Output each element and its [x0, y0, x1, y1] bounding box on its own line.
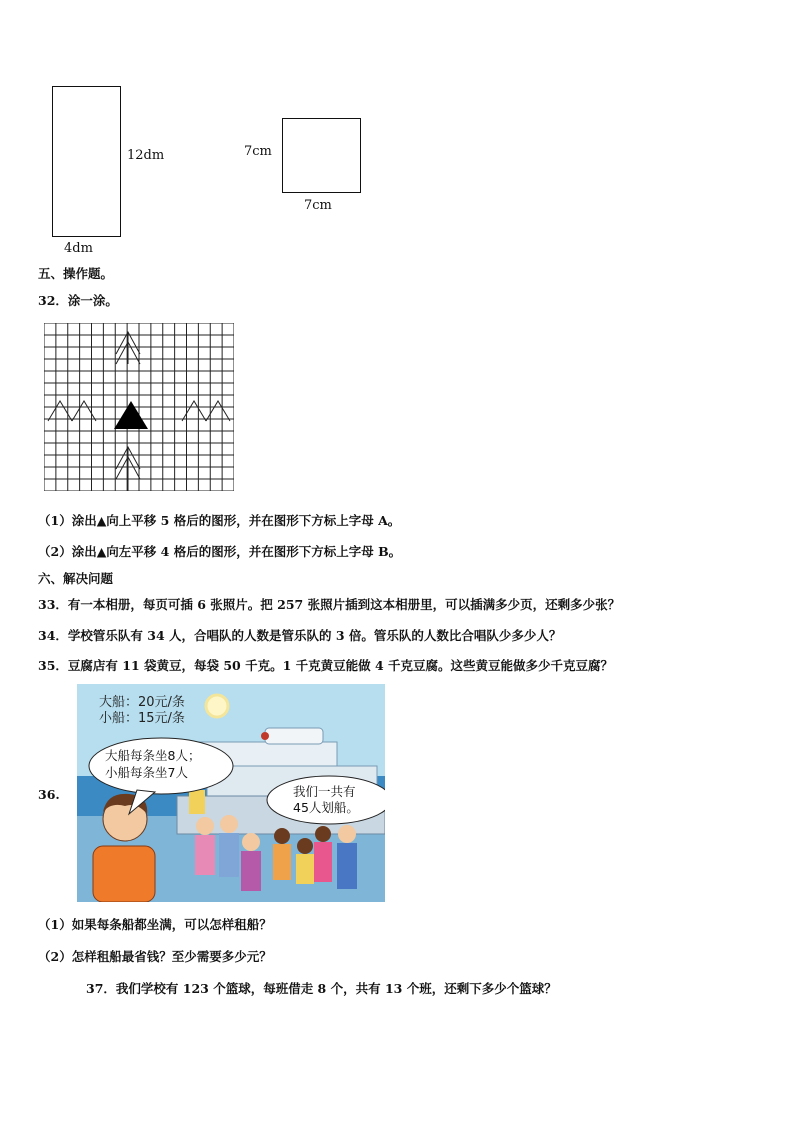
small-boat-price: 小船：15元/条 [99, 711, 185, 726]
question-36-part-2: （2）怎样租船最省钱？至少需要多少元？ [38, 949, 272, 964]
rectangle-width-label: 4dm [64, 241, 93, 256]
question-32-part-2: （2）涂出▲向左平移 4 格后的图形，并在图形下方标上字母 B。 [38, 544, 402, 559]
capacity-line-2: 小船每条坐7人 [105, 765, 188, 780]
arrow-decoration-right [182, 401, 230, 421]
square-side-label-bottom: 7cm [304, 198, 332, 213]
total-line-1: 我们一共有 [293, 784, 356, 799]
translation-grid [44, 323, 234, 491]
total-line-2: 45人划船。 [293, 800, 359, 815]
question-34: 34．学校管乐队有 34 人，合唱队的人数是管乐队的 3 倍。管乐队的人数比合唱队少多少人？ [38, 628, 562, 643]
rectangle-height-label: 12dm [127, 148, 165, 163]
grid-svg [44, 323, 234, 491]
question-33: 33．有一本相册，每页可插 6 张照片。把 257 张照片插到这本相册里，可以插满多少页，还剩多少张？ [38, 597, 621, 612]
question-36-label: 36. [38, 787, 60, 802]
question-36-part-1: （1）如果每条船都坐满，可以怎样租船？ [38, 917, 272, 932]
black-triangle-shape [114, 401, 148, 429]
question-35: 35．豆腐店有 11 袋黄豆，每袋 50 千克。1 千克黄豆能做 4 千克豆腐。这些黄豆能做多少千克豆腐？ [38, 658, 614, 673]
rectangle-figure [52, 86, 121, 237]
square-figure [282, 118, 361, 193]
big-boat-price: 大船：20元/条 [99, 695, 185, 710]
question-32-part-1: （1）涂出▲向上平移 5 格后的图形，并在图形下方标上字母 A。 [38, 513, 401, 528]
question-32: 32．涂一涂。 [38, 293, 118, 308]
speech-bubble-total [267, 776, 385, 824]
section-six-title: 六、解决问题 [38, 571, 114, 586]
arrow-decoration-left [48, 401, 96, 421]
sun-icon [206, 695, 228, 717]
section-five-title: 五、操作题。 [38, 266, 114, 281]
capacity-line-1: 大船每条坐8人； [105, 748, 201, 763]
question-37: 37．我们学校有 123 个篮球，每班借走 8 个，共有 13 个班，还剩下多少个篮球？ [86, 981, 557, 996]
square-side-label-left: 7cm [244, 144, 272, 159]
arrow-decoration-bottom [116, 447, 140, 491]
boat-rental-illustration [77, 684, 385, 902]
